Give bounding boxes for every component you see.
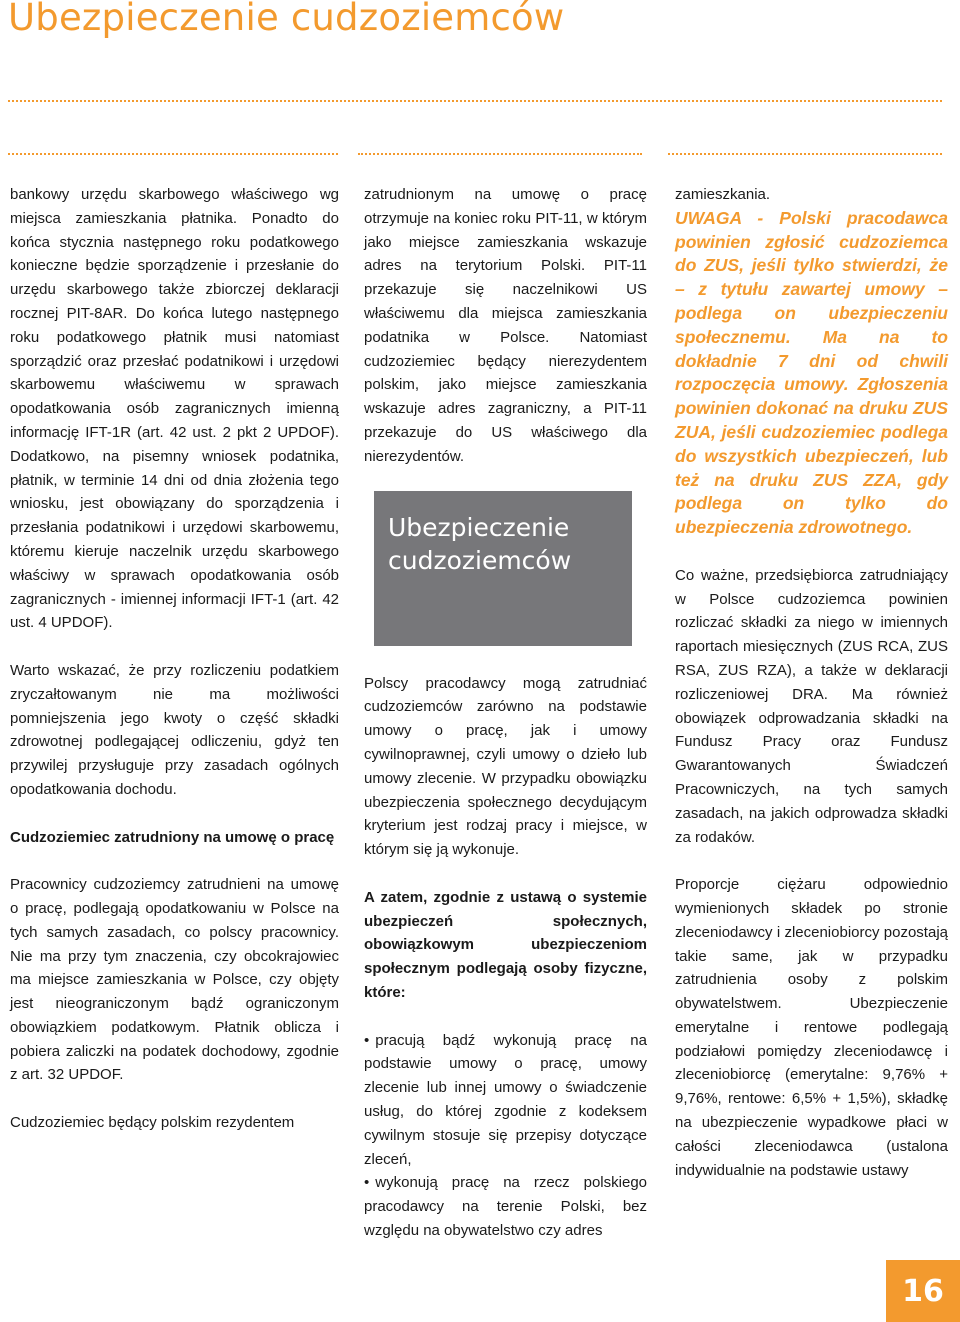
- header-rule: [8, 100, 942, 102]
- list-item: [364, 1171, 647, 1242]
- paragraph-bold: A zatem, zgodnie z ustawą o systemie ubezpieczeń społecznych, obowiązkowym ubezpieczeniom społecznym podlegają osoby fizyczne, które:: [364, 888, 647, 1001]
- page-title: Ubezpieczenie cudzoziemców: [8, 0, 565, 39]
- paragraph: Warto wskazać, że przy rozliczeniu podatkiem zryczałtowanym nie ma możliwości pomniejszenia jego kwoty o część składki zdrowotnej podlegającej odliczeniu, gdyż ten przywilej przysługuje przy zasadach ogólnych opodatkowania dochodu.: [10, 661, 339, 798]
- page-number-badge: [886, 1260, 960, 1322]
- column-rule-3: [668, 153, 942, 155]
- section-title: Ubezpieczenie cudzoziemców: [388, 512, 572, 575]
- paragraph: zatrudnionym na umowę o pracę otrzymuje na koniec roku PIT-11, w którym jako miejsce zamieszkania wskazuje adres na terytorium Polski. PIT-11 przekazuje się naczelnikowi US właściwemu dla miejsca zamieszkania podatnika w Polsce. Natomiast cudzoziemiec będący nierezydentem polskim, jako miejsce zamieszkania wskazuje adres zagraniczny, a PIT-11 przekazuje do US właściwego dla nierezydentów.: [364, 186, 647, 465]
- bullet-icon: •: [364, 1174, 370, 1192]
- paragraph: Pracownicy cudzoziemcy zatrudnieni na umowę o pracę, podlegają opodatkowaniu w Polsce na tych samych zasadach, co polscy pracownicy. Nie ma przy tym znaczenia, czy obcokrajowiec ma miejsce zamieszkania w Polsce, czy objęty jest nieograniczonym bądź ograniczonym obowiązkiem podatkowym. Płatnik oblicza i pobiera zaliczki na podatek dochodowy, zgodnie z art. 32 UPDOF.: [10, 876, 339, 1084]
- section-heading: Cudzoziemiec zatrudniony na umowę o pracę: [10, 828, 335, 846]
- paragraph: Polscy pracodawcy mogą zatrudniać cudzoziemców zarówno na podstawie umowy o pracę, jak i umowy cywilnoprawnej, czyli umowy o dzieło lub umowy zlecenie. W przypadku obowiązku ubezpieczenia społecznego decydującym kryterium jest rodzaj pracy i miejsce, w którym się ją wykonuje.: [364, 674, 647, 859]
- list-item: [364, 1029, 647, 1172]
- page-number: 16: [902, 1273, 944, 1309]
- paragraph: zamieszkania.: [675, 186, 771, 203]
- bullet-list: [364, 1029, 647, 1243]
- column-rule-2: [358, 153, 642, 155]
- column-rule-1: [8, 153, 338, 155]
- list-item-text: wykonują pracę na rzecz polskiego pracodawcy na terenie Polski, bez względu na obywatelstwo czy adres: [364, 1174, 647, 1239]
- bullet-icon: •: [364, 1031, 370, 1049]
- section-title-box: [374, 491, 632, 646]
- column-left: [10, 183, 339, 1135]
- paragraph: bankowy urzędu skarbowego właściwego wg miejsca zamieszkania płatnika. Ponadto do końca stycznia następnego roku podatkowego konieczne będzie sporządzenie i przesłanie do urzędu skarbowego także zbiorczej deklaracji rocznej PIT-8AR. Do końca lutego następnego roku podatkowego płatnik musi natomiast sporządzić oraz przesłać podatnikowi i urzędowi skarbowemu właściwemu w sprawach opodatkowania osób zagranicznych imienną informację IFT-1R (art. 42 ust. 2 pkt 2 UPDOF). Dodatkowo, na pisemny wniosek podatnika, płatnik, w terminie 14 dni od dnia złożenia tego wniosku, jest obowiązany do sporządzenia i przesłania podatnikowi i urzędowi skarbowemu, któremu kieruje naczelnik urzędu skarbowego właściwy w sprawach opodatkowania osób zagranicznych - imiennej informacji IFT-1 (art. 42 ust. 4 UPDOF).: [10, 186, 339, 632]
- column-middle: [364, 183, 647, 1243]
- column-right: [675, 183, 948, 1182]
- paragraph: Cudzoziemiec będący polskim rezydentem: [10, 1114, 295, 1132]
- paragraph: Proporcje ciężaru odpowiednio wymienionych składek po stronie zleceniodawcy i zleceniobiorcy pozostają takie same, jak w przypadku zatrudnienia osoby z polskim obywatelstwem. Ubezpieczenie emerytalne i rentowe podlegają podziałowi pomiędzy zleceniodawcę i zleceniobiorcę (emerytalne: 9,76% + 9,76%, rentowe: 6,5% + 1,5%), składkę na ubezpieczenie wypadkowe płaci w całości zleceniodawca (ustalona indywidualnie na podstawie ustawy: [675, 876, 948, 1179]
- list-item-text: pracują bądź wykonują pracę na podstawie umowy o pracę, umowy zlecenie lub innej umowy o świadczenie usług, do której zgodnie z kodeksem cywilnym stosuje się przepisy dotyczące zleceń,: [364, 1031, 647, 1168]
- warning-note: UWAGA - Polski pracodawca powinien zgłosić cudzoziemca do ZUS, jeśli tylko stwierdzi, że – z tytułu zawartej umowy – podlega on ubezpieczeniu społecznemu. Ma na to dokładnie 7 dni od chwili rozpoczęcia umowy. Zgłoszenia powinien dokonać na druku ZUS ZUA, jeśli cudzoziemiec podlega do wszystkich ubezpieczeń, lub też na druku ZUS ZZA, gdy podlega on tylko do ubezpieczenia zdrowotnego.: [675, 207, 948, 538]
- paragraph: Co ważne, przedsiębiorca zatrudniający w Polsce cudzoziemca powinien rozliczać składki za niego w imiennych raportach miesięcznych (ZUS RCA, ZUS RSA, ZUS RZA), a także w deklaracji rozliczeniowej DRA. Ma również obowiązek odprowadzania składki na Fundusz Pracy oraz Fundusz Gwarantowanych Świadczeń Pracowniczych, na tych samych zasadach, na jakich odprowadza składki za rodaków.: [675, 566, 948, 846]
